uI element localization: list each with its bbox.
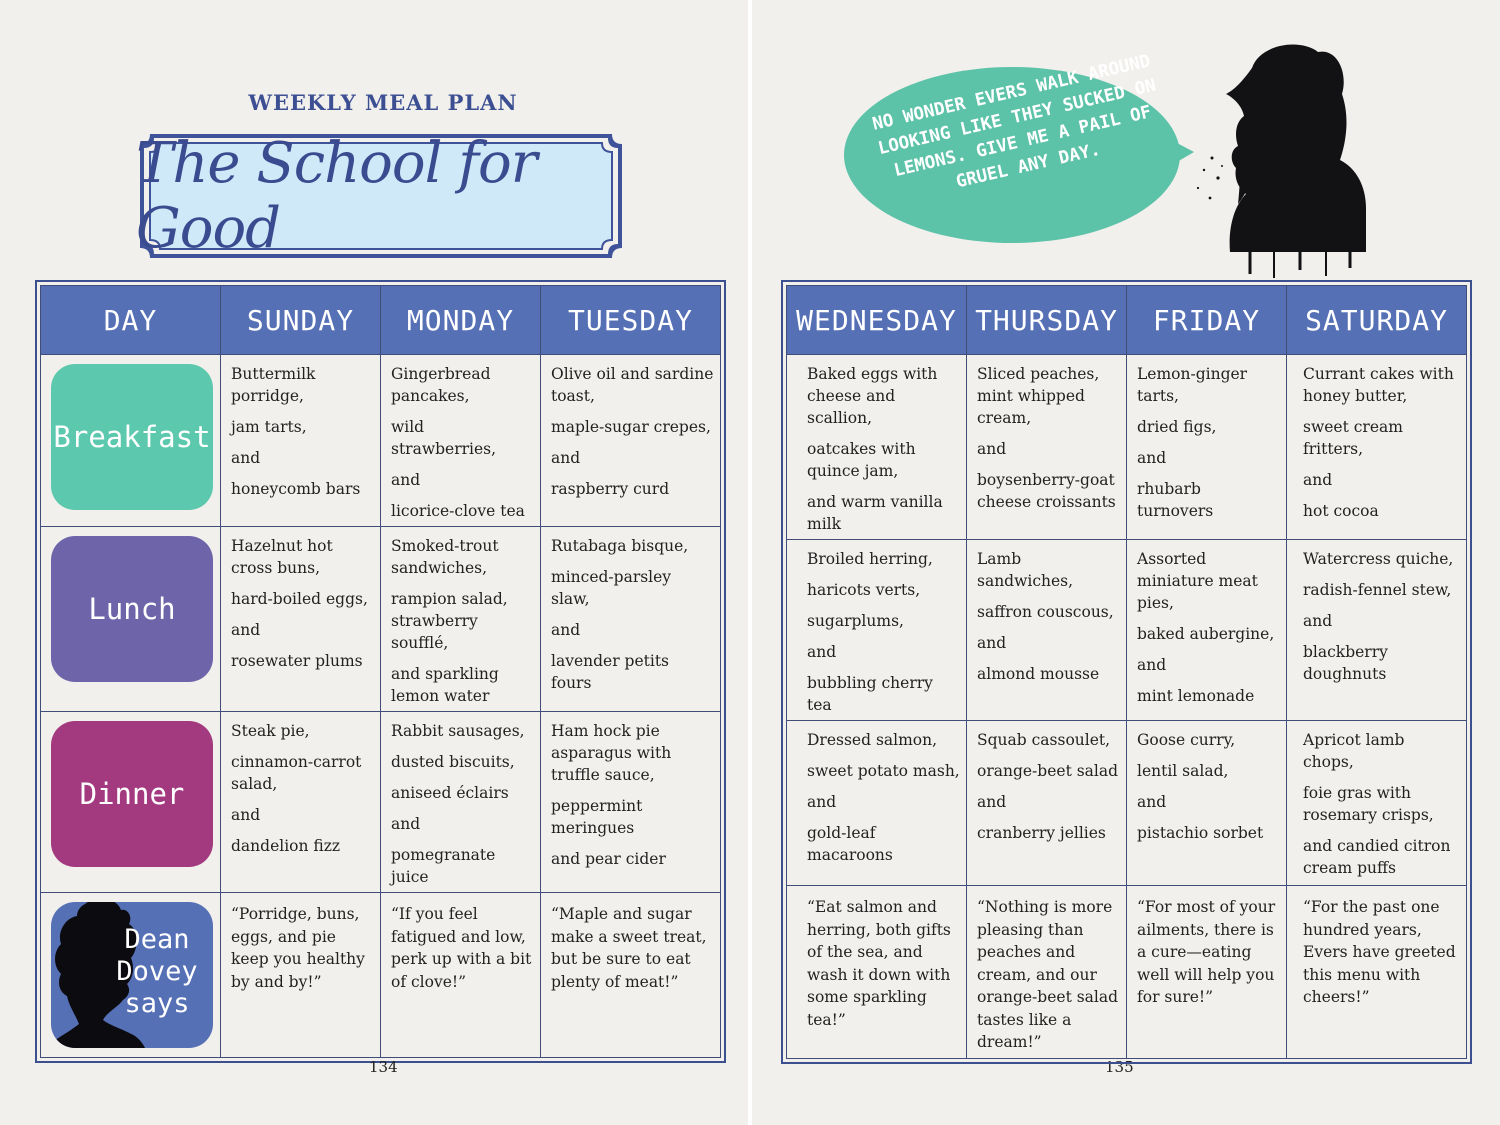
menu-line: mint lemonade (1137, 687, 1255, 705)
header-friday: FRIDAY (1127, 286, 1287, 355)
header-wednesday: WEDNESDAY (787, 286, 967, 355)
menu-line: cranberry jellies (977, 824, 1106, 842)
menu-line: Assorted miniature meat pies, (1137, 550, 1258, 612)
menu-line: raspberry curd (551, 480, 670, 498)
dean-dovey-badge (51, 902, 213, 1048)
thursday-dinner (967, 721, 1127, 886)
wednesday-quote: “Eat salmon and herring, both gifts of the sea, and wash it down with some sparkling tea!” (787, 886, 967, 1059)
friday-breakfast (1127, 355, 1287, 540)
monday-lunch (381, 527, 541, 712)
friday-lunch (1127, 540, 1287, 721)
menu-line: Hazelnut hot cross buns, (231, 537, 333, 577)
menu-line: Lemon-ginger tarts, (1137, 365, 1248, 405)
saturday-quote: “For the past one hundred years, Evers have greeted this menu with cheers!” (1287, 886, 1467, 1059)
thursday-lunch (967, 540, 1127, 721)
friday-quote: “For most of your ailments, there is a cure—eating well will help you for sure!” (1127, 886, 1287, 1059)
menu-line: aniseed éclairs (391, 784, 509, 802)
menu-line: Dressed salmon, (807, 731, 938, 749)
menu-line: oatcakes with quince jam, (807, 440, 916, 480)
menu-line: Sliced peaches, mint whipped cream, (977, 365, 1100, 427)
menu-line: Goose curry, (1137, 731, 1236, 749)
menu-line: Currant cakes with honey butter, (1303, 365, 1454, 405)
menu-line: foie gras with rosemary crisps, (1303, 784, 1434, 824)
menu-line: and (1137, 449, 1167, 467)
dean-dovey-row (787, 886, 1467, 1059)
meal-table-left (40, 285, 721, 1058)
dinner-label-cell (41, 712, 221, 893)
sunday-lunch (221, 527, 381, 712)
girl-silhouette-icon (1190, 38, 1390, 278)
dinner-badge: Dinner (51, 721, 213, 867)
menu-line: and (391, 815, 421, 833)
header-day: DAY (41, 286, 221, 355)
header-row (41, 286, 721, 355)
menu-line: lentil salad, (1137, 762, 1229, 780)
menu-line: and (1303, 612, 1333, 630)
menu-line: and (977, 793, 1007, 811)
monday-breakfast (381, 355, 541, 527)
menu-line: bubbling cherry tea (807, 674, 933, 714)
wednesday-breakfast (787, 355, 967, 540)
menu-line: hard-boiled eggs, (231, 590, 368, 608)
menu-line: dusted biscuits, (391, 753, 515, 771)
wednesday-dinner (787, 721, 967, 886)
tuesday-quote: “Maple and sugar make a sweet treat, but be sure to eat plenty of meat!” (541, 893, 721, 1058)
menu-line: peppermint meringues (551, 797, 643, 837)
dinner-row (41, 712, 721, 893)
menu-line: rosewater plums (231, 652, 363, 670)
page-number-right: 135 (1105, 1058, 1134, 1076)
saturday-lunch (1287, 540, 1467, 721)
menu-line: and (231, 449, 261, 467)
menu-line: saffron couscous, (977, 603, 1114, 621)
header-monday: MONDAY (381, 286, 541, 355)
lunch-row (787, 540, 1467, 721)
menu-line: gold-leaf macaroons (807, 824, 893, 864)
friday-dinner (1127, 721, 1287, 886)
menu-line: rampion salad, strawberry soufflé, (391, 590, 508, 652)
menu-line: and (977, 440, 1007, 458)
speech-bubble-text: NO WONDER EVERS WALK AROUND LOOKING LIKE THEY SUCKED ON LEMONS. GIVE ME A PAIL OF GRUEL ANY DAY. (870, 51, 1158, 193)
menu-line: and warm vanilla milk (807, 493, 943, 533)
menu-line: wild strawberries, (391, 418, 497, 458)
menu-line: and candied citron cream puffs (1303, 837, 1451, 877)
dinner-row (787, 721, 1467, 886)
menu-line: and (231, 621, 261, 639)
saturday-dinner (1287, 721, 1467, 886)
menu-line: hot cocoa (1303, 502, 1379, 520)
menu-line: Olive oil and sardine toast, (551, 365, 714, 405)
dean-label-line: says (124, 988, 190, 1019)
monday-quote: “If you feel fatigued and low, perk up with a bit of clove!” (381, 893, 541, 1058)
thursday-quote: “Nothing is more pleasing than peaches and cream, and our orange-beet salad tastes like a dream!” (967, 886, 1127, 1059)
menu-line: Lamb sandwiches, (977, 550, 1074, 590)
breakfast-row (787, 355, 1467, 540)
menu-line: Rutabaga bisque, (551, 537, 689, 555)
menu-line: almond mousse (977, 665, 1100, 683)
menu-line: and pear cider (551, 850, 666, 868)
dean-label-cell (41, 893, 221, 1058)
menu-line: Steak pie, (231, 722, 310, 740)
menu-line: Broiled herring, (807, 550, 933, 568)
menu-line: Gingerbread pancakes, (391, 365, 491, 405)
header-saturday: SATURDAY (1287, 286, 1467, 355)
menu-line: licorice-clove tea (391, 502, 525, 520)
menu-line: honeycomb bars (231, 480, 361, 498)
menu-line: and sparkling lemon water (391, 665, 499, 705)
thursday-breakfast (967, 355, 1127, 540)
breakfast-row (41, 355, 721, 527)
lunch-label-cell (41, 527, 221, 712)
menu-line: dandelion fizz (231, 837, 341, 855)
menu-line: and (1137, 793, 1167, 811)
menu-line: Squab cassoulet, (977, 731, 1111, 749)
menu-line: orange-beet salad (977, 762, 1119, 780)
menu-line: and (391, 471, 421, 489)
speech-bubble (842, 51, 1202, 250)
header-thursday: THURSDAY (967, 286, 1127, 355)
tuesday-lunch (541, 527, 721, 712)
menu-line: and (1303, 471, 1333, 489)
tuesday-breakfast (541, 355, 721, 527)
menu-line: pomegranate juice (391, 846, 496, 886)
breakfast-label-cell (41, 355, 221, 527)
header-row (787, 286, 1467, 355)
saturday-breakfast (1287, 355, 1467, 540)
menu-line: and (551, 621, 581, 639)
menu-line: dried figs, (1137, 418, 1217, 436)
dean-label-line: Dovey (116, 956, 198, 987)
title-plaque (136, 130, 626, 262)
sunday-dinner (221, 712, 381, 893)
menu-line: haricots verts, (807, 581, 921, 599)
menu-line: baked aubergine, (1137, 625, 1275, 643)
menu-line: blackberry doughnuts (1303, 643, 1388, 683)
menu-line: Watercress quiche, (1303, 550, 1454, 568)
menu-line: sweet cream fritters, (1303, 418, 1403, 458)
menu-line: and (977, 634, 1007, 652)
page-subtitle: WEEKLY MEAL PLAN (248, 90, 518, 115)
lunch-row (41, 527, 721, 712)
breakfast-badge: Breakfast (51, 364, 213, 510)
dean-dovey-label (115, 924, 199, 1020)
menu-line: sugarplums, (807, 612, 904, 630)
menu-line: sweet potato mash, (807, 762, 960, 780)
menu-line: and (807, 643, 837, 661)
menu-line: and (1137, 656, 1167, 674)
sunday-breakfast (221, 355, 381, 527)
menu-line: and (551, 449, 581, 467)
dean-label-line: Dean (124, 924, 190, 955)
menu-line: cinnamon-carrot salad, (231, 753, 362, 793)
header-tuesday: TUESDAY (541, 286, 721, 355)
menu-line: lavender petits fours (551, 652, 670, 692)
menu-line: minced-parsley slaw, (551, 568, 672, 608)
tuesday-dinner (541, 712, 721, 893)
menu-line: boysenberry-goat cheese croissants (977, 471, 1116, 511)
page-number-left: 134 (369, 1058, 398, 1076)
menu-line: and (807, 793, 837, 811)
menu-line: Rabbit sausages, (391, 722, 525, 740)
left-page (0, 0, 748, 1125)
monday-dinner (381, 712, 541, 893)
menu-line: and (231, 806, 261, 824)
menu-line: pistachio sorbet (1137, 824, 1264, 842)
page-title: The School for Good (136, 131, 537, 261)
menu-line: Smoked-trout sandwiches, (391, 537, 499, 577)
girl-silhouette (1190, 38, 1390, 278)
menu-line: maple-sugar crepes, (551, 418, 711, 436)
menu-line: Buttermilk porridge, (231, 365, 316, 405)
menu-line: Baked eggs with cheese and scallion, (807, 365, 938, 427)
wednesday-lunch (787, 540, 967, 721)
menu-line: jam tarts, (231, 418, 307, 436)
menu-line: Ham hock pie asparagus with truffle sauce, (551, 722, 672, 784)
menu-line: radish-fennel stew, (1303, 581, 1452, 599)
header-sunday: SUNDAY (221, 286, 381, 355)
lunch-badge: Lunch (51, 536, 213, 682)
dean-dovey-row (41, 893, 721, 1058)
sunday-quote: “Porridge, buns, eggs, and pie keep you healthy by and by!” (221, 893, 381, 1058)
menu-line: rhubarb turnovers (1137, 480, 1214, 520)
meal-table-right (786, 285, 1467, 1059)
menu-line: Apricot lamb chops, (1303, 731, 1405, 771)
